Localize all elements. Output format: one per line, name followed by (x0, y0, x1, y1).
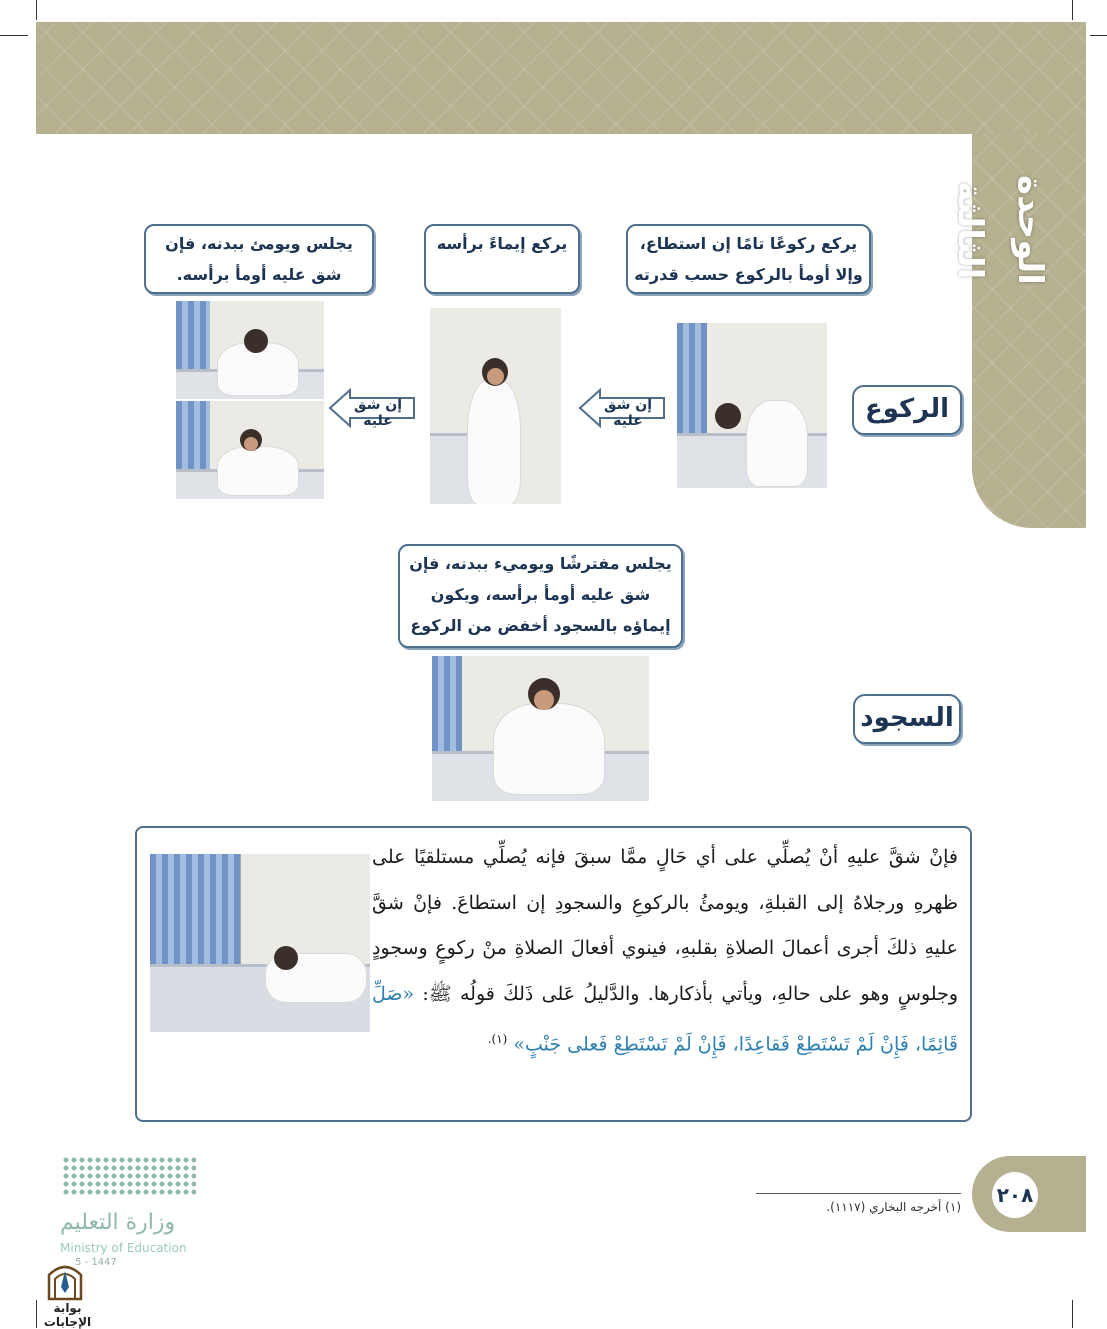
caption-sitting: يجلس ويومئ ببدنه، فإن شق عليه أومأ برأسه. (144, 224, 374, 294)
ministry-year: 5 - 1447 (75, 1257, 117, 1268)
hadith-text: «صَلِّ قَائِمًا، فَإِنْ لَمْ تَسْتَطِعْ فَقاعِدًا، فَإِنْ لَمْ تَسْتَطِعْ فَعلى جَنْبٍ» (372, 982, 958, 1056)
crop-mark (0, 35, 28, 36)
evidence-intro: والدَّليلُ عَلى ذَلكَ قولُه ﷺ: (422, 982, 640, 1005)
caption-standing: يركع ركوعًا تامًا إن استطاع، وإلا أومأ بالركوع حسب قدرته (626, 224, 871, 294)
photo-lying-down (150, 854, 370, 1032)
sujood-label: السجود (853, 694, 961, 744)
paragraph-2: فإنْ شقَّ عليهِ ذلكَ أجرى أعمالَ الصلاةِ بقلبهِ، فينوي أفعالَ الصلاةِ منْ ركوعٍ وسجودٍ وجلوسٍ وهو على حالهِ، ويأتي بأذكارها. (372, 891, 959, 1005)
crop-mark (1072, 0, 1073, 20)
unit-title: الوحدة الثالثة (950, 175, 1050, 285)
caption-sujood: يجلس مفترشًا ويوميء ببدنه، فإن شق عليه أومأ برأسه، ويكون إيماؤه بالسجود أخفض من الركوع (398, 544, 683, 648)
crop-mark (36, 0, 37, 20)
photo-sitting-nod (176, 401, 324, 499)
footnote-ref: (١). (487, 1032, 508, 1046)
page-number: ٢٠٨ (992, 1172, 1038, 1218)
photo-standing-nod (430, 308, 561, 504)
portal-name: بوابة الإجابات (43, 1301, 92, 1329)
arrow-label: إن شق عليه (603, 397, 652, 429)
caption-nod: يركع إيماءً برأسه (424, 224, 580, 294)
lying-down-text (372, 835, 958, 1068)
arrow-if-hard-1 (578, 388, 666, 428)
ministry-name-ar: وزارة التعليم (60, 1210, 176, 1235)
photo-standing-bow (677, 323, 827, 488)
crop-mark (1090, 35, 1107, 36)
page-number-tab (972, 1156, 1086, 1232)
footnote: (١) أخرجه البخاري (١١١٧). (826, 1200, 961, 1214)
arrow-if-hard-2 (328, 388, 416, 428)
footnote-divider (756, 1193, 961, 1194)
photo-sujood (432, 656, 649, 801)
paragraph-1: فإنْ شقَّ عليهِ أنْ يُصلِّي على أي حَالٍ ممَّا سبقَ فإنه يُصلِّي مستلقيًا على ظهرهِ ورجلاهُ إلى القبلةِ، ويومئُ بالركوعِ والسجودِ إن استطاعَ. (372, 846, 958, 914)
ministry-logo-icon (62, 1156, 196, 1196)
photo-sitting-bow (176, 301, 324, 399)
ministry-name-en: Ministry of Education (60, 1241, 187, 1255)
arrow-label: إن شق عليه (353, 397, 402, 429)
crop-mark (1072, 1300, 1073, 1328)
portal-logo-icon (45, 1257, 85, 1301)
header-banner (36, 22, 1086, 134)
rukoo-label: الركوع (852, 385, 962, 435)
